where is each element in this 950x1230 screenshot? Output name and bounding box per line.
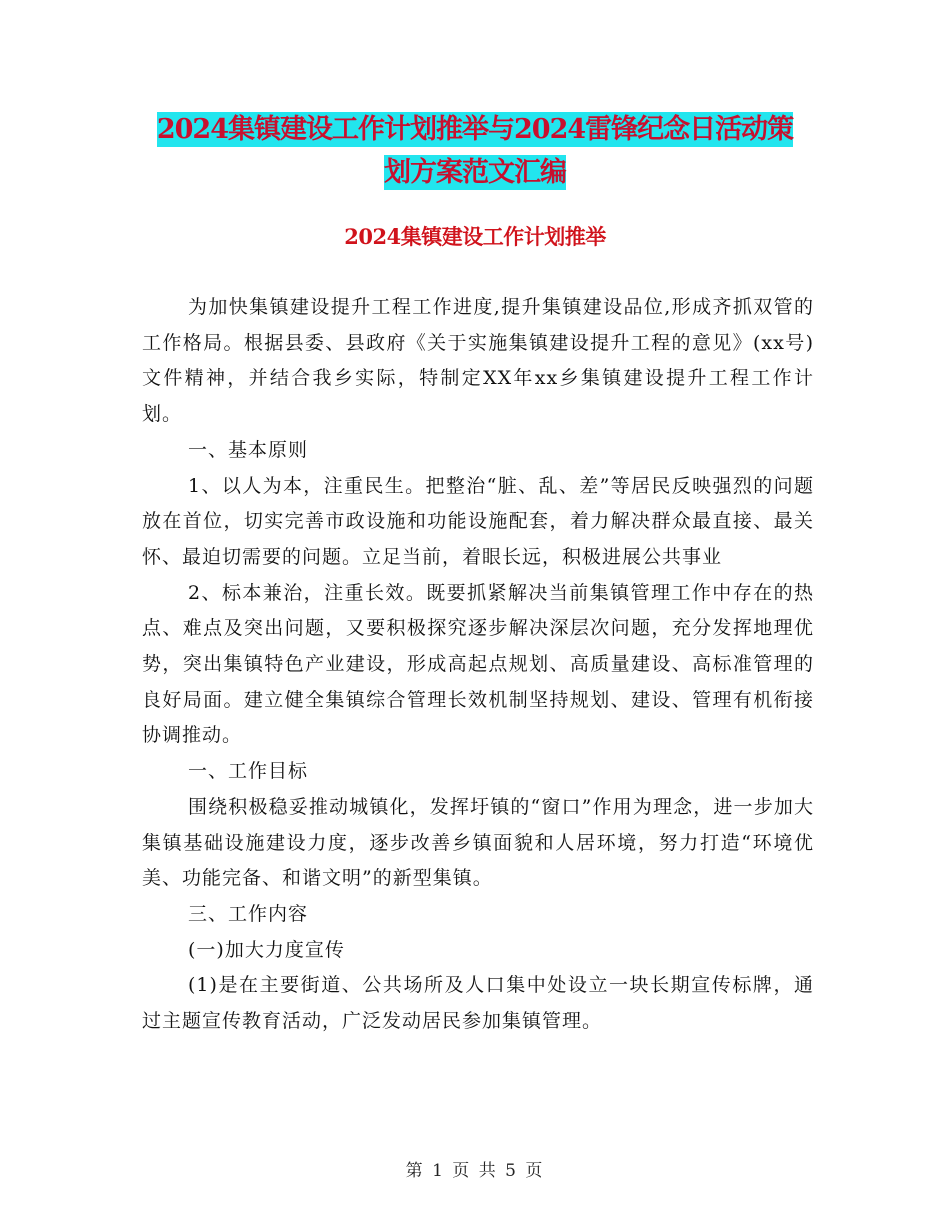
paragraph: 围绕积极稳妥推动城镇化，发挥圩镇的“窗口”作用为理念，进一步加大集镇基础设施建设力度，逐步改善乡镇面貌和人居环境，努力打造“环境优美、功能完备、和谐文明”的新型集镇。: [142, 795, 814, 890]
paragraph: 1、以人为本，注重民生。把整治“脏、乱、差”等居民反映强烈的问题放在首位，切实完善市政设施和功能设施配套，着力解决群众最直接、最关怀、最迫切需要的问题。立足当前，着眼长远，积极进展公共事业: [142, 474, 814, 568]
paragraph-heading: 一、工作目标: [188, 760, 309, 783]
section-title: 2024集镇建设工作计划推举: [344, 224, 606, 249]
document-title-line-1: [0, 107, 950, 153]
paragraph-heading: 三、工作内容: [188, 902, 309, 925]
paragraph: 为加快集镇建设提升工程工作进度,提升集镇建设品位,形成齐抓双管的工作格局。根据县委、县政府《关于实施集镇建设提升工程的意见》(xx号)文件精神，并结合我乡实际，特制定XX年xx乡集镇建设提升工程工作计划。: [142, 296, 814, 426]
title-highlight: 划方案范文汇编: [384, 157, 566, 188]
document-body: [142, 290, 814, 1040]
paragraph: (1)是在主要街道、公共场所及人口集中处设立一块长期宣传标牌，通过主题宣传教育活动，广泛发动居民参加集镇管理。: [142, 974, 814, 1033]
paragraph-heading: 一、基本原则: [188, 438, 309, 461]
paragraph-subheading: (一)加大力度宣传: [188, 938, 345, 961]
title-highlight: 2024集镇建设工作计划推举与2024雷锋纪念日活动策: [156, 114, 794, 145]
document-title-line-2: [0, 150, 950, 196]
paragraph: 2、标本兼治，注重长效。既要抓紧解决当前集镇管理工作中存在的热点、难点及突出问题，又要积极探究逐步解决深层次问题，充分发挥地理优势，突出集镇特色产业建设，形成高起点规划、高质量建设、高标准管理的良好局面。建立健全集镇综合管理长效机制坚持规划、建设、管理有机衔接协调推动。: [142, 581, 814, 747]
page-number-footer: 第 1 页 共 5 页: [405, 1161, 545, 1181]
